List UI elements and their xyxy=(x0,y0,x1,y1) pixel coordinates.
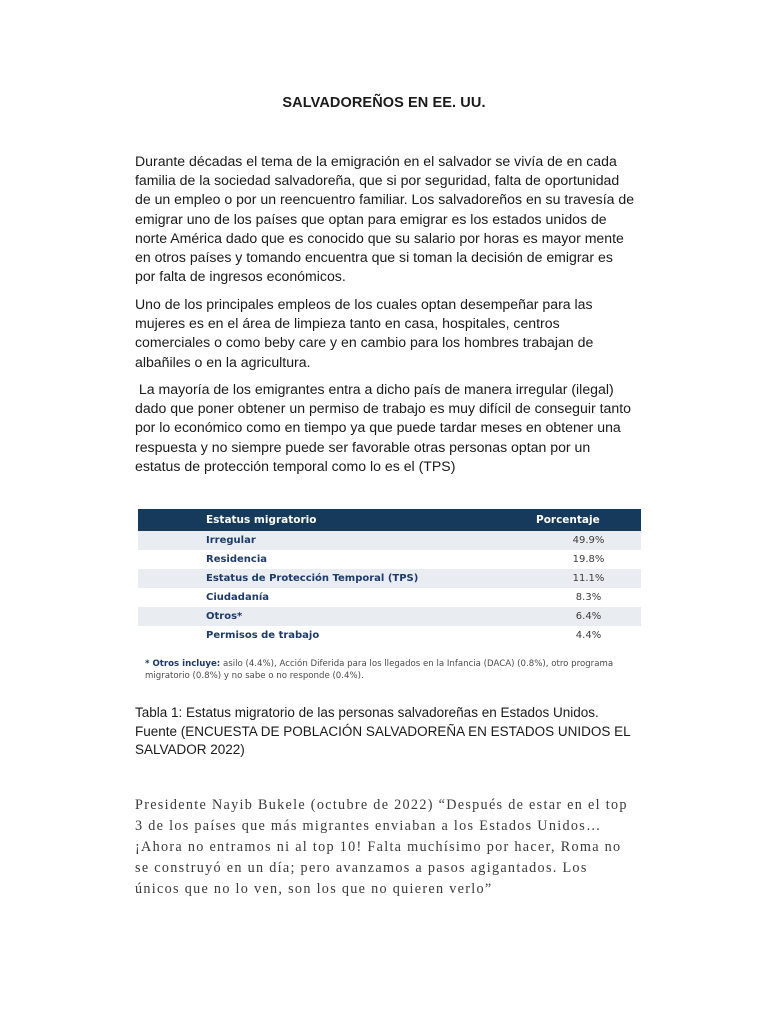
table-footnote xyxy=(145,659,645,682)
row-percent: 6.4% xyxy=(536,607,641,626)
migration-status-table xyxy=(138,509,641,645)
footnote-label: * Otros incluye: xyxy=(145,659,221,669)
table-header-row xyxy=(138,509,641,531)
document-title: SALVADOREÑOS EN EE. UU. xyxy=(282,95,486,111)
row-percent: 4.4% xyxy=(536,626,641,645)
paragraph-employment: Uno de los principales empleos de los cuales optan desempeñar para las mujeres es en el área de limpieza tanto en casa, hospitales, centros comerciales o como beby care y en cambio para los hombres trabajan de albañiles o en la agricultura. xyxy=(135,296,594,370)
table-row xyxy=(138,607,641,626)
row-percent: 49.9% xyxy=(536,531,641,550)
row-category: Ciudadanía xyxy=(138,588,536,607)
table-caption: Tabla 1: Estatus migratorio de las personas salvadoreñas en Estados Unidos. Fuente (ENCUESTA DE POBLACIÓN SALVADOREÑA EN ESTADOS UNIDOS EL SALVADOR 2022) xyxy=(135,705,631,757)
table-row xyxy=(138,531,641,550)
table-row xyxy=(138,569,641,588)
table-row xyxy=(138,588,641,607)
footnote-text: asilo (4.4%), Acción Diferida para los llegados en la Infancia (DACA) (0.8%), otro programa migratorio (0.8%) y no sabe o no responde (0.4%). xyxy=(145,659,614,681)
row-percent: 8.3% xyxy=(536,588,641,607)
row-percent: 19.8% xyxy=(536,550,641,569)
row-category: Residencia xyxy=(138,550,536,569)
table-row xyxy=(138,550,641,569)
table-row xyxy=(138,626,641,645)
row-category: Otros* xyxy=(138,607,536,626)
header-percent: Porcentaje xyxy=(536,509,641,531)
header-status: Estatus migratorio xyxy=(138,509,536,531)
president-quote: Presidente Nayib Bukele (octubre de 2022) “Después de estar en el top 3 de los países que más migrantes enviaban a los Estados Unidos… ¡Ahora no entramos ni al top 10! Falta muchísimo por hacer, Roma no se construyó en un día; pero avanzamos a pasos agigantados. Los únicos que no lo ven, son los que no quieren verlo” xyxy=(135,797,628,897)
row-category: Permisos de trabajo xyxy=(138,626,536,645)
paragraph-emigration: Durante décadas el tema de la emigración en el salvador se vivía de en cada familia de la sociedad salvadoreña, que si por seguridad, falta de oportunidad de un empleo o por un reencuentro familiar. Los salvadoreños en su travesía de emigrar uno de los países que optan para emigrar es los estados unidos de norte América dado que es conocido que su salario por horas es mayor mente en otros países y tomando encuentra que si toman la decisión de emigrar es por falta de ingresos económicos. xyxy=(135,153,635,285)
row-percent: 11.1% xyxy=(536,569,641,588)
row-category: Irregular xyxy=(138,531,536,550)
paragraph-irregular-status: La mayoría de los emigrantes entra a dicho país de manera irregular (ilegal) dado que poner obtener un permiso de trabajo es muy difícil de conseguir tanto por lo económico como en tiempo ya que puede tardar meses en obtener una respuesta y no siempre puede ser favorable otras personas optan por un estatus de protección temporal como lo es el (TPS) xyxy=(135,381,635,474)
row-category: Estatus de Protección Temporal (TPS) xyxy=(138,569,536,588)
